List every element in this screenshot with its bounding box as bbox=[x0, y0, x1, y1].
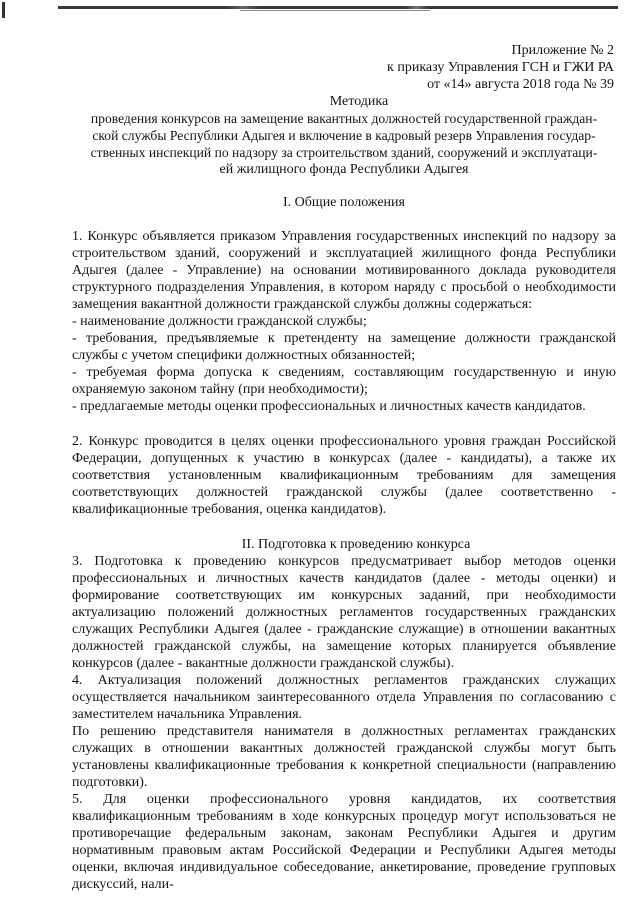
paragraph-3: 3. Подготовка к проведению конкурсов предусматривает выбор методов оценки профессиональных и личностных качеств кандидатов (далее - методы оценки) и формирование соответствующих им конкурсных заданий, при необходимости актуализацию положений должностных регламентов государственных гражданских служащих Республики Адыгея (далее - гражданские служащие) в отношении вакантных должностей гражданской службы, на замещение которых планируется объявление конкурсов (далее - вакантные должности гражданской службы). bbox=[72, 554, 616, 671]
section-2-heading: II. Подготовка к проведению конкурса bbox=[241, 537, 471, 552]
appendix-header bbox=[72, 42, 616, 93]
section-2-body bbox=[72, 553, 616, 893]
list-item-1: - наименование должности гражданской службы; bbox=[72, 314, 367, 329]
paragraph-2: 2. Конкурс проводится в целях оценки профессионального уровня граждан Российской Федерации, допущенных к участию в конкурсах (далее - кандидаты), а также их соответствия установленным квалификационным требованиям для замещения соответствующих должностей гражданской службы (далее соответственно - квалификационные требования, оценка кандидатов). bbox=[72, 434, 616, 517]
document-title-block bbox=[72, 93, 616, 178]
section-1-heading: I. Общие положения bbox=[283, 195, 405, 210]
appendix-order-ref: к приказу Управления ГСН и ГЖИ РА bbox=[387, 60, 614, 75]
scan-artifact-corner bbox=[2, 2, 5, 18]
paragraph-1: 1. Конкурс объявляется приказом Управления государственных инспекций по надзору за строительством зданий, сооружений и эксплуатацией жилищного фонда Республики Адыгея (далее - Управление) на основании мотивированного доклада руководителя структурного подразделения Управления, в котором наряду с просьбой о необходимости замещения вакантной должности гражданской службы должны содержаться: bbox=[72, 229, 616, 312]
scan-artifact-top-line bbox=[58, 6, 618, 9]
section-1-body bbox=[72, 228, 616, 518]
list-item-3: - требуемая форма допуска к сведениям, составляющим государственную и иную охраняемую законом тайну (при необходимости); bbox=[72, 365, 616, 397]
appendix-order-date: от «14» августа 2018 года № 39 bbox=[427, 77, 614, 92]
list-item-4: - предлагаемые методы оценки профессиональных и личностных качеств кандидатов. bbox=[72, 399, 586, 414]
document-page bbox=[72, 42, 616, 893]
paragraph-4: 4. Актуализация положений должностных регламентов гражданских служащих осуществляется начальником заинтересованного отдела Управления по согласованию с заместителем начальника Управления. bbox=[72, 673, 616, 722]
document-title-line-2: ской службы Республики Адыгея и включение в кадровый резерв Управления государ- bbox=[92, 128, 596, 143]
document-title-line-1: проведения конкурсов на замещение вакантных должностей государственной граждан- bbox=[90, 111, 598, 126]
scan-artifact-top-line-secondary bbox=[240, 10, 430, 11]
list-item-2: - требования, предъявляемые к претенденту на замещение должности гражданской службы с учетом специфики должностных обязанностей; bbox=[72, 331, 616, 363]
document-title-line-4: ей жилищного фонда Республики Адыгея bbox=[219, 162, 469, 177]
document-title: Методика bbox=[329, 94, 389, 109]
paragraph-4-continued: По решению представителя нанимателя в должностных регламентах гражданских служащих в отношении вакантных должностей гражданской службы могут быть установлены квалификационные требования к конкретной специальности (направлению подготовки). bbox=[72, 724, 616, 790]
document-title-line-3: ственных инспекций по надзору за строительством зданий, сооружений и эксплуатаци- bbox=[90, 145, 598, 160]
paragraph-5: 5. Для оценки профессионального уровня кандидатов, их соответствия квалификационным требованиям в ходе конкурсных процедур могут использоваться не противоречащие федеральным законам, законам Республики Адыгея и другим нормативным правовым актам Российской Федерации и Республики Адыгея методы оценки, включая индивидуальное собеседование, анкетирование, проведение групповых дискуссий, нали- bbox=[72, 792, 616, 892]
appendix-number: Приложение № 2 bbox=[511, 43, 614, 58]
